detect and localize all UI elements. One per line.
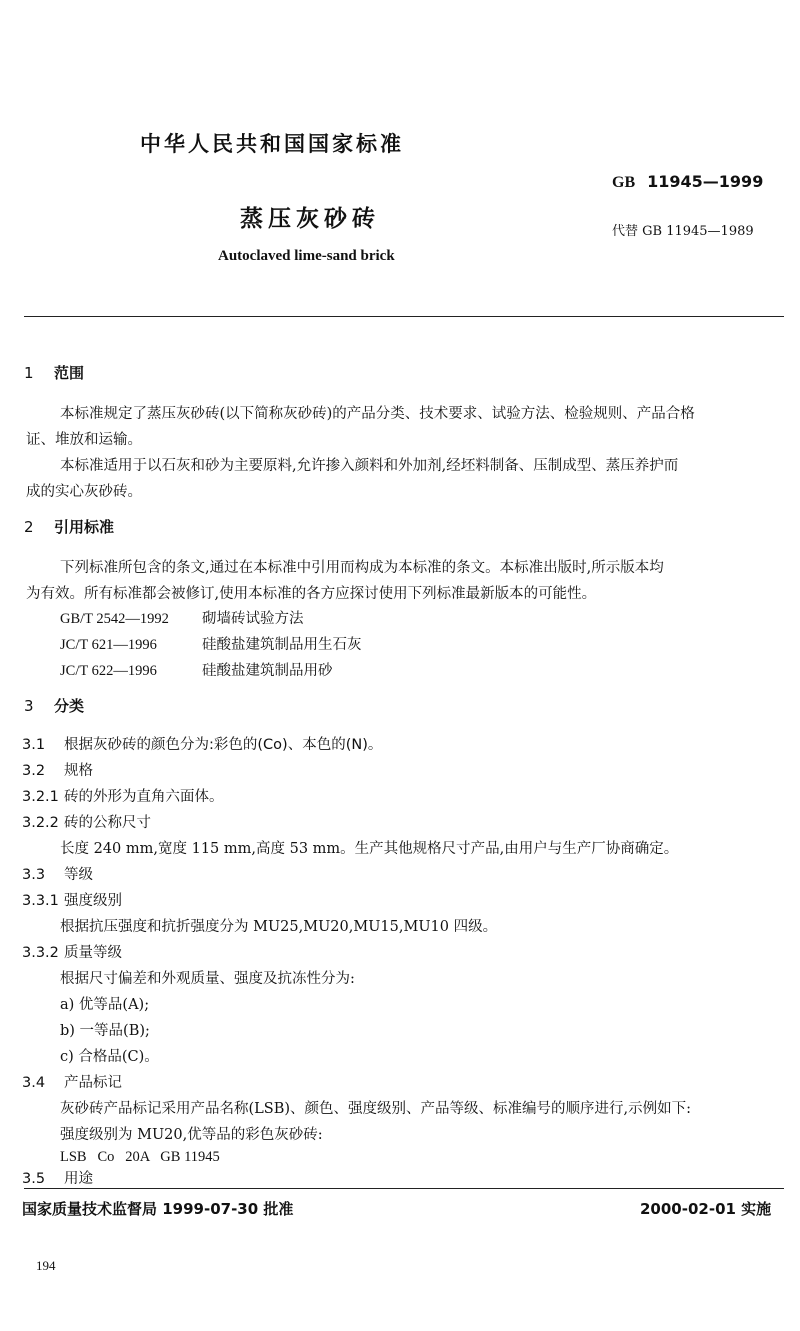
section-number: 2 <box>24 518 34 536</box>
section-2-heading <box>24 516 114 537</box>
replaces-note: 代替 GB 11945—1989 <box>612 224 754 239</box>
reference-name: 硅酸盐建筑制品用生石灰 <box>202 637 362 653</box>
national-standard-heading: 中华人民共和国国家标准 <box>140 132 404 156</box>
approval-line: 国家质量技术监督局 1999-07-30 批准 <box>22 1200 294 1218</box>
clause-text: 砖的外形为直角六面体。 <box>64 789 224 805</box>
clause-text: 规格 <box>64 763 93 779</box>
clause-3-3 <box>22 863 93 884</box>
clause-text: 强度级别 <box>64 893 122 909</box>
section-1-heading <box>24 362 84 383</box>
standard-prefix: GB <box>612 174 636 191</box>
section-1-para-1-line-2: 证、堆放和运输。 <box>26 432 142 448</box>
section-2-para-line-2: 为有效。所有标准都会被修订,使用本标准的各方应探讨使用下列标准最新版本的可能性。 <box>26 586 597 602</box>
english-title: Autoclaved lime-sand brick <box>218 248 395 264</box>
section-2-para-line-1: 下列标准所包含的条文,通过在本标准中引用而构成为本标准的条文。本标准出版时,所示版本均 <box>60 560 664 576</box>
clause-3-4-body-1: 灰砂砖产品标记采用产品名称(LSB)、颜色、强度级别、产品等级、标准编号的顺序进行,示例如下: <box>60 1101 692 1117</box>
reference-code: JC/T 622—1996 <box>60 663 157 679</box>
clause-3-5 <box>22 1167 93 1188</box>
marking-example: LSB Co 20A GB 11945 <box>60 1149 220 1165</box>
clause-3-1 <box>22 733 382 754</box>
reference-code: GB/T 2542—1992 <box>60 611 169 627</box>
clause-text: 质量等级 <box>64 945 122 961</box>
clause-3-2-1 <box>22 785 224 806</box>
standard-code <box>612 172 763 192</box>
reference-name: 硅酸盐建筑制品用砂 <box>202 663 333 679</box>
section-number: 3 <box>24 697 34 715</box>
clause-text: 等级 <box>64 867 93 883</box>
clause-3-3-1 <box>22 889 122 910</box>
grade-item: c) 合格品(C)。 <box>60 1049 159 1065</box>
clause-3-2-2-body: 长度 240 mm,宽度 115 mm,高度 53 mm。生产其他规格尺寸产品,由用户与生产厂协商确定。 <box>60 841 679 857</box>
clause-text: 用途 <box>64 1171 93 1187</box>
clause-number: 3.3.1 <box>22 893 59 909</box>
reference-standard <box>60 607 304 628</box>
clause-number: 3.3.2 <box>22 945 59 961</box>
clause-number: 3.4 <box>22 1075 46 1091</box>
section-title: 分类 <box>54 697 85 715</box>
section-number: 1 <box>24 364 34 382</box>
clause-text: 砖的公称尺寸 <box>64 815 151 831</box>
grade-item: b) 一等品(B); <box>60 1023 150 1039</box>
clause-3-4-body-2: 强度级别为 MU20,优等品的彩色灰砂砖: <box>60 1127 323 1143</box>
clause-number: 3.5 <box>22 1171 46 1187</box>
clause-number: 3.2.2 <box>22 815 59 831</box>
reference-name: 砌墙砖试验方法 <box>202 611 304 627</box>
reference-standard <box>60 633 362 654</box>
footer-divider <box>24 1188 784 1189</box>
clause-text: 根据灰砂砖的颜色分为:彩色的(Co)、本色的(N)。 <box>64 737 383 753</box>
clause-text: 产品标记 <box>64 1075 122 1091</box>
section-1-para-2-line-1: 本标准适用于以石灰和砂为主要原料,允许掺入颜料和外加剂,经坯料制备、压制成型、蒸压养护而 <box>60 458 679 474</box>
clause-3-2 <box>22 759 93 780</box>
clause-number: 3.3 <box>22 867 46 883</box>
page-number: 194 <box>36 1258 56 1273</box>
section-title: 范围 <box>54 364 85 382</box>
reference-code: JC/T 621—1996 <box>60 637 157 653</box>
section-1-para-2-line-2: 成的实心灰砂砖。 <box>26 484 142 500</box>
clause-number: 3.2.1 <box>22 789 59 805</box>
implementation-line: 2000-02-01 实施 <box>640 1200 772 1218</box>
clause-3-2-2 <box>22 811 151 832</box>
document-title: 蒸压灰砂砖 <box>240 206 380 232</box>
clause-3-3-2 <box>22 941 122 962</box>
section-title: 引用标准 <box>54 518 115 536</box>
clause-3-3-2-body: 根据尺寸偏差和外观质量、强度及抗冻性分为: <box>60 971 355 987</box>
section-1-para-1-line-1: 本标准规定了蒸压灰砂砖(以下简称灰砂砖)的产品分类、技术要求、试验方法、检验规则、产品合格 <box>60 406 695 422</box>
header-divider <box>24 316 784 317</box>
clause-3-3-1-body: 根据抗压强度和抗折强度分为 MU25,MU20,MU15,MU10 四级。 <box>60 919 498 935</box>
clause-3-4 <box>22 1071 122 1092</box>
reference-standard <box>60 659 333 680</box>
grade-item: a) 优等品(A); <box>60 997 150 1013</box>
clause-number: 3.1 <box>22 737 46 753</box>
section-3-heading <box>24 695 84 716</box>
clause-number: 3.2 <box>22 763 46 779</box>
standard-number: 11945—1999 <box>647 172 764 191</box>
